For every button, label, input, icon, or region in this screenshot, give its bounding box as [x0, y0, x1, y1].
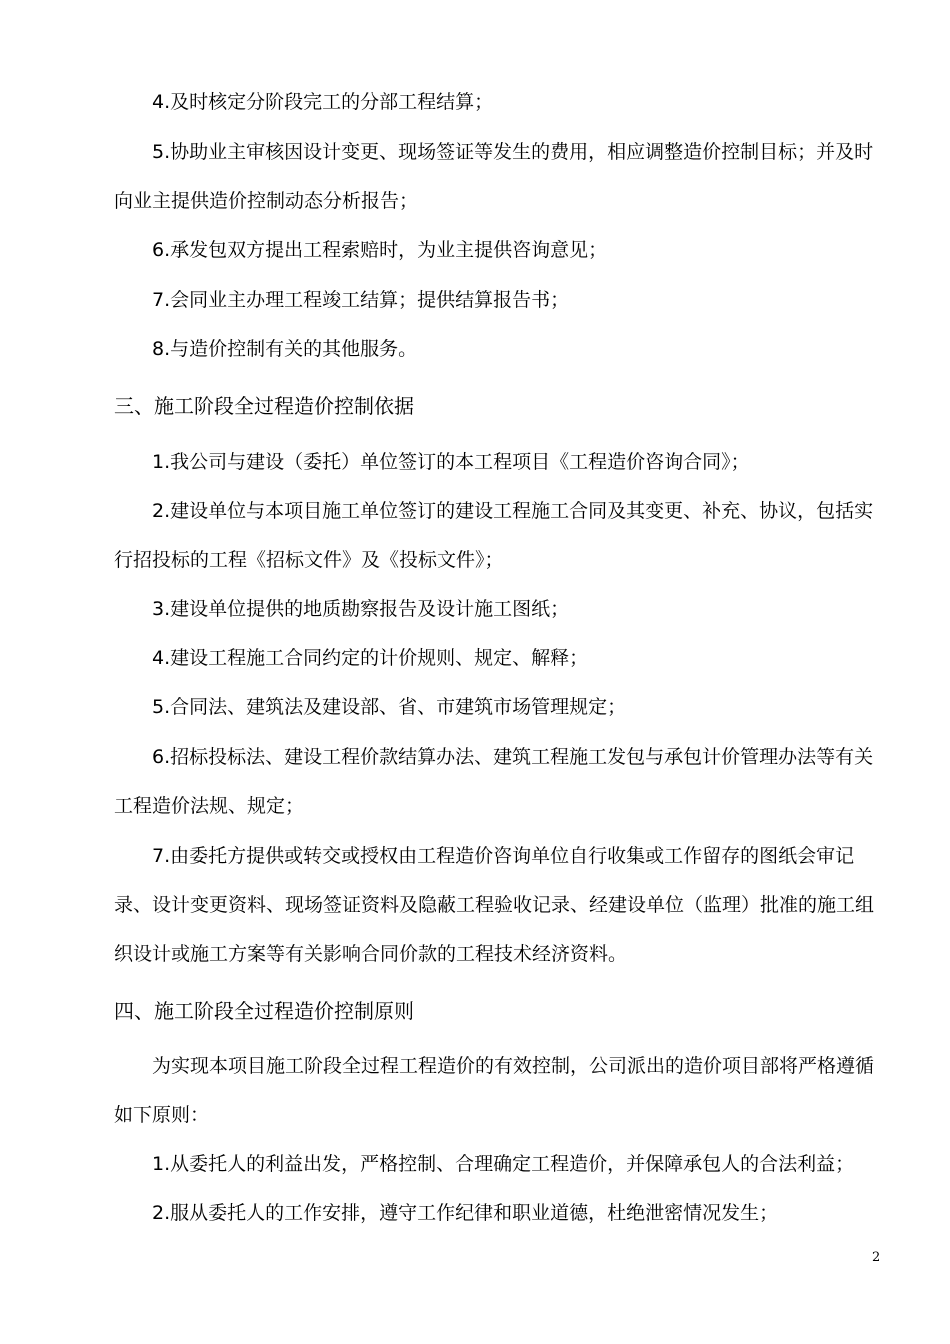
paragraph-line: 如下原则：	[114, 1104, 210, 1126]
paragraph-line: 行招投标的工程《招标文件》及《投标文件》；	[114, 549, 504, 571]
section-heading: 三、施工阶段全过程造价控制依据	[114, 394, 414, 418]
paragraph-line: 5.协助业主审核因设计变更、现场签证等发生的费用，相应调整造价控制目标；并及时	[152, 141, 874, 163]
list-item: 2.服从委托人的工作安排，遵守工作纪律和职业道德，杜绝泄密情况发生；	[152, 1202, 779, 1224]
paragraph-line: 2.建设单位与本项目施工单位签订的建设工程施工合同及其变更、补充、协议，包括实	[152, 500, 874, 522]
list-item: 7.会同业主办理工程竣工结算；提供结算报告书；	[152, 289, 570, 311]
list-item: 1.我公司与建设（委托）单位签订的本工程项目《工程造价咨询合同》；	[152, 451, 750, 473]
list-item: 4.及时核定分阶段完工的分部工程结算；	[152, 91, 494, 113]
list-item: 5.合同法、建筑法及建设部、省、市建筑市场管理规定；	[152, 696, 627, 718]
page-number: 2	[872, 1250, 881, 1265]
paragraph-line: 录、设计变更资料、现场签证资料及隐蔽工程验收记录、经建设单位（监理）批准的施工组	[114, 894, 875, 916]
paragraph-line: 6.招标投标法、建设工程价款结算办法、建筑工程施工发包与承包计价管理办法等有关	[152, 746, 874, 768]
list-item: 1.从委托人的利益出发，严格控制、合理确定工程造价，并保障承包人的合法利益；	[152, 1153, 855, 1175]
list-item: 3.建设单位提供的地质勘察报告及设计施工图纸；	[152, 598, 570, 620]
paragraph-line: 工程造价法规、规定；	[114, 795, 305, 817]
section-heading: 四、施工阶段全过程造价控制原则	[114, 999, 414, 1023]
paragraph-line: 7.由委托方提供或转交或授权由工程造价咨询单位自行收集或工作留存的图纸会审记	[152, 845, 855, 867]
paragraph-line: 织设计或施工方案等有关影响合同价款的工程技术经济资料。	[114, 943, 628, 965]
list-item: 4.建设工程施工合同约定的计价规则、规定、解释；	[152, 647, 589, 669]
list-item: 6.承发包双方提出工程索赔时，为业主提供咨询意见；	[152, 239, 608, 261]
paragraph-line: 为实现本项目施工阶段全过程工程造价的有效控制，公司派出的造价项目部将严格遵循	[152, 1055, 875, 1077]
paragraph-line: 向业主提供造价控制动态分析报告；	[114, 190, 419, 212]
list-item: 8.与造价控制有关的其他服务。	[152, 338, 418, 360]
